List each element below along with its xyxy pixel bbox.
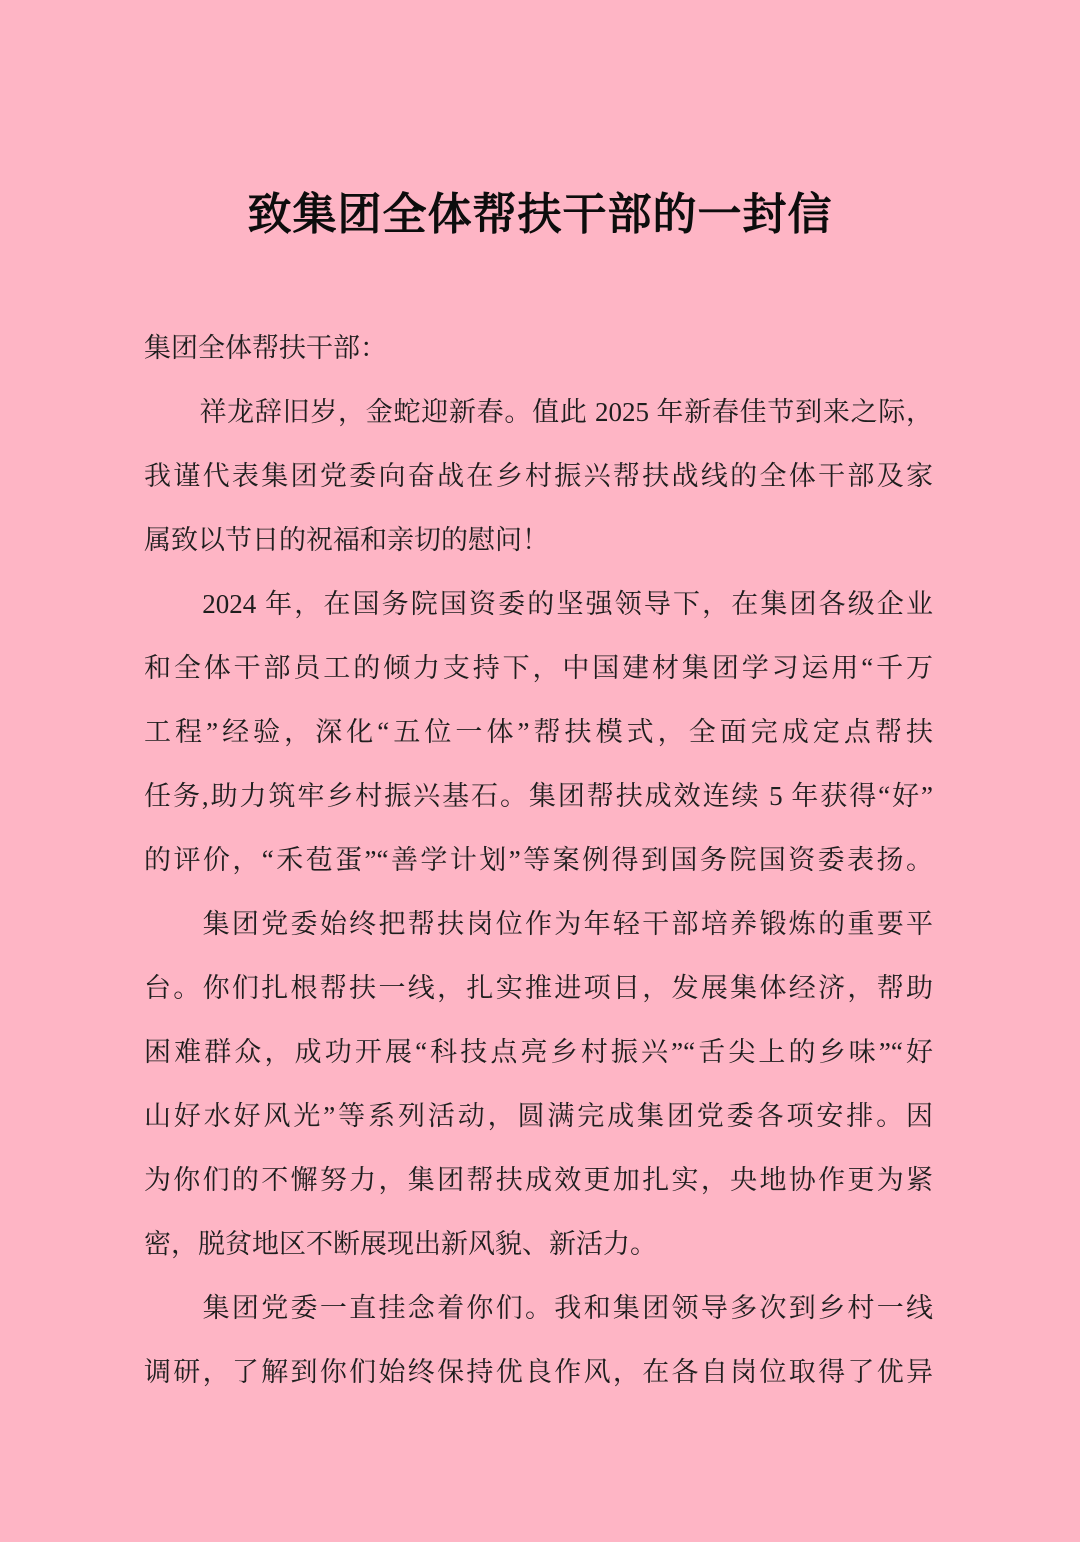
letter-line: 台。你们扎根帮扶一线，扎实推进项目，发展集体经济，帮助: [144, 973, 933, 1003]
letter-line: 工程”经验，深化“五位一体”帮扶模式，全面完成定点帮扶: [144, 717, 933, 747]
letter-salutation: 集团全体帮扶干部：: [144, 333, 387, 363]
letter-line: 属致以节日的祝福和亲切的慰问！: [144, 525, 549, 555]
letter-line: 山好水好风光”等系列活动，圆满完成集团党委各项安排。因: [144, 1101, 933, 1131]
letter-line: 的评价，“禾苞蛋”“善学计划”等案例得到国务院国资委表扬。: [144, 845, 933, 875]
letter-line: 和全体干部员工的倾力支持下，中国建材集团学习运用“千万: [144, 653, 933, 683]
letter-line: 密，脱贫地区不断展现出新风貌、新活力。: [144, 1229, 657, 1259]
letter-line: 集团党委一直挂念着你们。我和集团领导多次到乡村一线: [144, 1293, 933, 1323]
letter-line: 调研，了解到你们始终保持优良作风，在各自岗位取得了优异: [144, 1357, 933, 1387]
letter-line: 2024 年，在国务院国资委的坚强领导下，在集团各级企业: [144, 589, 933, 619]
letter-line: 我谨代表集团党委向奋战在乡村振兴帮扶战线的全体干部及家: [144, 461, 933, 491]
letter-title: 致集团全体帮扶干部的一封信: [247, 190, 833, 239]
letter-line: 集团党委始终把帮扶岗位作为年轻干部培养锻炼的重要平: [144, 909, 933, 939]
letter-line: 为你们的不懈努力，集团帮扶成效更加扎实，央地协作更为紧: [144, 1165, 933, 1195]
letter-body: [144, 316, 933, 1404]
letter-line: 困难群众，成功开展“科技点亮乡村振兴”“舌尖上的乡味”“好: [144, 1037, 933, 1067]
letter-line: 任务,助力筑牢乡村振兴基石。集团帮扶成效连续 5 年获得“好”: [144, 781, 933, 811]
letter-line: 祥龙辞旧岁，金蛇迎新春。值此 2025 年新春佳节到来之际，: [144, 397, 933, 427]
